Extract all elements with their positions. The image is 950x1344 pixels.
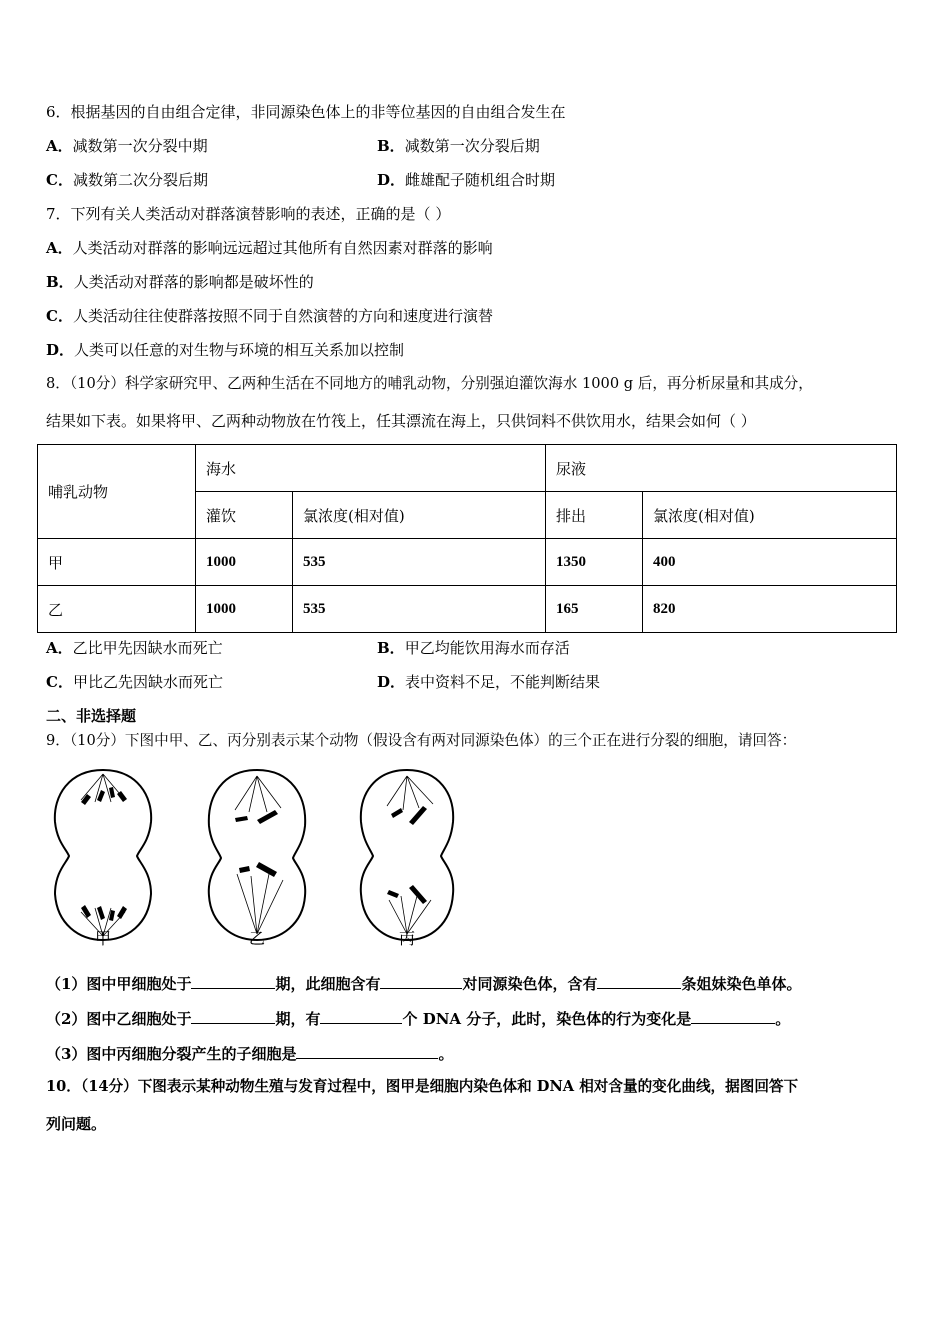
table-sub-output: 排出 [546, 492, 643, 539]
table-cell: 1000 [196, 586, 293, 633]
cell-label-yi: 乙 [248, 929, 266, 948]
option-letter: B． [377, 639, 405, 657]
table-cell: 1350 [546, 539, 643, 586]
chromosome [81, 905, 127, 921]
answer-blank[interactable] [691, 1008, 775, 1024]
text: （3）图中丙细胞分裂产生的子细胞是 [46, 1045, 297, 1063]
q9-part3 [46, 1043, 453, 1064]
option-letter: D． [46, 341, 75, 359]
text: 个 DNA 分子，此时，染色体的行为变化是 [402, 1010, 692, 1028]
table-row-header: 哺乳动物 [38, 445, 196, 539]
text: （2）图中乙细胞处于 [46, 1010, 192, 1028]
chromosome [81, 787, 127, 805]
cell-division-figure [45, 762, 475, 952]
text: 。 [438, 1045, 454, 1063]
q6-option-b[interactable] [377, 136, 540, 156]
q7-option-b[interactable] [46, 272, 314, 292]
answer-blank[interactable] [296, 1043, 438, 1059]
option-text: 减数第一次分裂中期 [72, 137, 208, 155]
option-letter: B． [377, 137, 405, 155]
chromosome [391, 806, 427, 825]
q10-line1: 10．（14分）下图表示某种动物生殖与发育过程中，图甲是细胞内染色体和 DNA 相对含量的变化曲线，据图回答下 [46, 1078, 799, 1095]
spindle-fibers [387, 776, 433, 934]
table-cell: 535 [293, 539, 546, 586]
option-text: 人类可以任意的对生物与环境的相互关系加以控制 [74, 341, 405, 359]
chromosome [387, 885, 427, 904]
option-text: 甲比乙先因缺水而死亡 [72, 673, 223, 691]
chromosome [239, 862, 277, 877]
q6-option-c[interactable] [46, 170, 208, 190]
table-cell: 165 [546, 586, 643, 633]
chromosome [235, 810, 278, 824]
option-letter: B． [46, 273, 74, 291]
text: 对同源染色体，含有 [462, 975, 598, 993]
q9-part2 [46, 1008, 790, 1029]
text: 条姐妹染色单体。 [681, 975, 802, 993]
q6-option-d[interactable] [377, 170, 555, 190]
q7-stem: 7．下列有关人类活动对群落演替影响的表述，正确的是（ ） [46, 205, 451, 223]
table-sub-chloride: 氯浓度(相对值) [293, 492, 546, 539]
q6-option-a[interactable] [46, 136, 208, 156]
q8-option-a[interactable] [46, 638, 223, 658]
option-letter: D． [377, 673, 406, 691]
text: 期，此细胞含有 [275, 975, 381, 993]
answer-blank[interactable] [597, 973, 681, 989]
option-letter: A． [46, 137, 73, 155]
table-cell: 1000 [196, 539, 293, 586]
option-text: 减数第二次分裂后期 [72, 171, 208, 189]
option-text: 乙比甲先因缺水而死亡 [72, 639, 223, 657]
option-letter: C． [46, 673, 73, 691]
option-letter: C． [46, 171, 73, 189]
answer-blank[interactable] [191, 973, 275, 989]
spindle-fibers [235, 776, 283, 934]
table-row [38, 539, 897, 586]
q8-option-d[interactable] [377, 672, 600, 692]
table-group-seawater: 海水 [196, 445, 546, 492]
q8-stem-line2: 结果如下表。如果将甲、乙两种动物放在竹筏上，任其漂流在海上，只供饲料不供饮用水，结果会如何（ ） [46, 412, 756, 430]
text: 期，有 [275, 1010, 321, 1028]
table-cell: 535 [293, 586, 546, 633]
q6-stem: 6．根据基因的自由组合定律，非同源染色体上的非等位基因的自由组合发生在 [46, 103, 566, 121]
answer-blank[interactable] [320, 1008, 402, 1024]
option-letter: D． [377, 171, 406, 189]
q8-option-b[interactable] [377, 638, 570, 658]
q10-line2: 列问题。 [46, 1115, 107, 1133]
table-cell: 820 [643, 586, 897, 633]
q7-option-d[interactable] [46, 340, 404, 360]
section-heading: 二、非选择题 [46, 707, 137, 725]
table-row [38, 586, 897, 633]
q7-option-c[interactable] [46, 306, 493, 326]
table-cell-name: 乙 [38, 586, 196, 633]
answer-blank[interactable] [191, 1008, 275, 1024]
table-sub-intake: 灌饮 [196, 492, 293, 539]
option-text: 人类活动对群落的影响远远超过其他所有自然因素对群落的影响 [72, 239, 493, 257]
table-cell: 400 [643, 539, 897, 586]
option-text: 甲乙均能饮用海水而存活 [404, 639, 570, 657]
text: （1）图中甲细胞处于 [46, 975, 192, 993]
cell-label-bing: 丙 [398, 929, 416, 948]
option-text: 人类活动对群落的影响都是破坏性的 [73, 273, 314, 291]
q8-data-table [37, 444, 897, 633]
answer-blank[interactable] [380, 973, 462, 989]
table-cell-name: 甲 [38, 539, 196, 586]
option-letter: A． [46, 639, 73, 657]
option-text: 表中资料不足，不能判断结果 [405, 673, 601, 691]
text: 。 [775, 1010, 791, 1028]
table-group-urine: 尿液 [546, 445, 897, 492]
q7-option-a[interactable] [46, 238, 493, 258]
cell-outline [209, 770, 305, 940]
option-text: 减数第一次分裂后期 [404, 137, 540, 155]
table-sub-chloride: 氯浓度(相对值) [643, 492, 897, 539]
option-text: 人类活动往往使群落按照不同于自然演替的方向和速度进行演替 [72, 307, 493, 325]
option-letter: C． [46, 307, 73, 325]
q9-part1 [46, 973, 802, 994]
option-letter: A． [46, 239, 73, 257]
cell-label-jia: 甲 [94, 929, 112, 948]
q8-stem-line1: 8．（10分）科学家研究甲、乙两种生活在不同地方的哺乳动物，分别强迫灌饮海水 1000 g 后，再分析尿量和其成分， [46, 375, 813, 392]
option-text: 雌雄配子随机组合时期 [405, 171, 556, 189]
cell-outline [361, 770, 453, 940]
q8-option-c[interactable] [46, 672, 223, 692]
q9-stem: 9．（10分）下图中甲、乙、丙分别表示某个动物（假设含有两对同源染色体）的三个正在进行分裂的细胞，请回答： [46, 732, 797, 749]
